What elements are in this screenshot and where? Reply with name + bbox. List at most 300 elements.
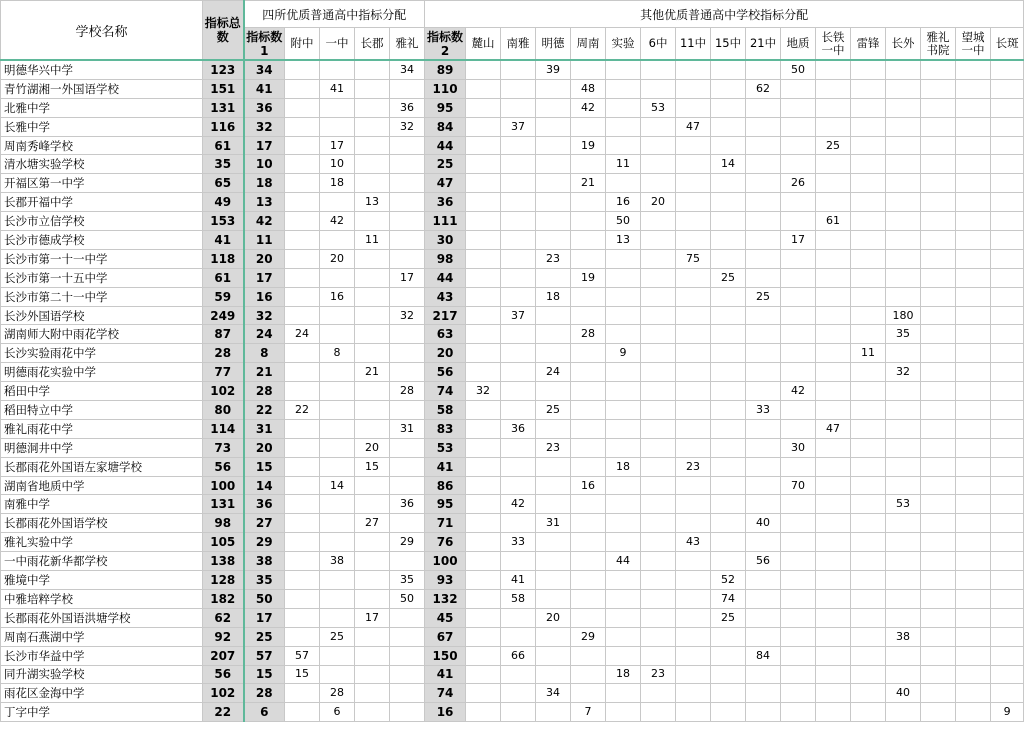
group2-cell — [781, 193, 816, 212]
group2-cell: 21 — [571, 174, 606, 193]
group2-cell — [921, 533, 956, 552]
group2-cell — [991, 646, 1024, 665]
school-name-cell: 湖南师大附中雨花学校 — [1, 325, 203, 344]
group2-cell — [851, 438, 886, 457]
group2-cell — [781, 495, 816, 514]
school-name-cell: 长沙市立信学校 — [1, 212, 203, 231]
group1-cell — [355, 646, 390, 665]
group2-cell — [851, 268, 886, 287]
group1-col-header: 附中 — [285, 28, 320, 61]
group2-cell — [781, 117, 816, 136]
group2-cell — [711, 60, 746, 79]
group1-cell: 57 — [285, 646, 320, 665]
group1-cell — [285, 79, 320, 98]
group2-cell — [851, 155, 886, 174]
group2-cell — [641, 344, 676, 363]
group2-cell — [956, 344, 991, 363]
group2-cell — [991, 231, 1024, 250]
group1-cell: 10 — [320, 155, 355, 174]
group2-col-header: 望城一中 — [956, 28, 991, 61]
group2-col-header: 11中 — [676, 28, 711, 61]
total-cell: 207 — [203, 646, 244, 665]
group2-cell — [956, 268, 991, 287]
group1-cell — [390, 684, 425, 703]
group2-cell — [991, 363, 1024, 382]
group2-cell — [991, 608, 1024, 627]
group2-cell — [711, 665, 746, 684]
group1-cell — [390, 457, 425, 476]
group2-cell — [711, 136, 746, 155]
group2-cell — [676, 476, 711, 495]
quota2-cell: 67 — [425, 627, 466, 646]
group2-col-header: 明德 — [536, 28, 571, 61]
group2-cell — [466, 155, 501, 174]
group2-cell — [676, 608, 711, 627]
group2-cell — [921, 703, 956, 722]
group1-cell: 50 — [390, 589, 425, 608]
group1-cell: 21 — [355, 363, 390, 382]
group1-cell — [320, 98, 355, 117]
group1-cell — [390, 703, 425, 722]
group2-cell — [816, 344, 851, 363]
group2-cell — [851, 117, 886, 136]
group1-cell — [355, 268, 390, 287]
total-cell: 65 — [203, 174, 244, 193]
table-row — [1, 589, 1024, 608]
quota1-cell: 42 — [244, 212, 285, 231]
group2-cell — [501, 457, 536, 476]
group2-cell: 13 — [606, 231, 641, 250]
group2-cell — [991, 382, 1024, 401]
group2-cell: 17 — [781, 231, 816, 250]
quota2-cell: 20 — [425, 344, 466, 363]
total-cell: 61 — [203, 268, 244, 287]
table-row — [1, 665, 1024, 684]
group2-cell: 42 — [571, 98, 606, 117]
group2-cell: 19 — [571, 268, 606, 287]
group2-cell — [746, 193, 781, 212]
group2-cell: 16 — [571, 476, 606, 495]
group2-cell: 39 — [536, 60, 571, 79]
group2-cell — [641, 457, 676, 476]
group2-cell — [816, 382, 851, 401]
group2-cell — [606, 476, 641, 495]
quota1-cell: 6 — [244, 703, 285, 722]
group2-cell — [571, 589, 606, 608]
group2-cell — [571, 533, 606, 552]
quota2-cell: 100 — [425, 552, 466, 571]
group2-cell — [991, 419, 1024, 438]
group2-cell — [606, 60, 641, 79]
group2-cell — [921, 325, 956, 344]
group2-cell — [746, 382, 781, 401]
quota2-cell: 36 — [425, 193, 466, 212]
quota1-cell: 17 — [244, 136, 285, 155]
group2-cell — [606, 268, 641, 287]
group2-cell — [571, 306, 606, 325]
group2-cell — [711, 627, 746, 646]
group2-cell — [816, 571, 851, 590]
group2-cell — [641, 136, 676, 155]
group2-cell — [956, 193, 991, 212]
group2-cell — [606, 98, 641, 117]
school-name-cell: 长沙外国语学校 — [1, 306, 203, 325]
quota2-cell: 217 — [425, 306, 466, 325]
group1-cell — [390, 193, 425, 212]
group2-cell — [816, 438, 851, 457]
group2-cell — [676, 627, 711, 646]
table-row — [1, 382, 1024, 401]
group2-cell — [676, 382, 711, 401]
group2-cell — [466, 325, 501, 344]
group1-cell — [285, 703, 320, 722]
school-name-cell: 长雅中学 — [1, 117, 203, 136]
table-row — [1, 571, 1024, 590]
quota1-cell: 11 — [244, 231, 285, 250]
school-name-cell: 稻田中学 — [1, 382, 203, 401]
group2-cell — [536, 703, 571, 722]
quota1-cell: 32 — [244, 117, 285, 136]
quota1-cell: 32 — [244, 306, 285, 325]
group2-cell — [921, 571, 956, 590]
table-row — [1, 136, 1024, 155]
group1-cell — [355, 79, 390, 98]
group2-cell — [886, 174, 921, 193]
group2-cell — [886, 646, 921, 665]
group2-cell — [641, 212, 676, 231]
total-cell: 41 — [203, 231, 244, 250]
group2-cell — [991, 495, 1024, 514]
group2-cell — [746, 306, 781, 325]
table-row — [1, 249, 1024, 268]
group2-cell — [676, 495, 711, 514]
group2-col-header: 15中 — [711, 28, 746, 61]
group2-cell — [886, 249, 921, 268]
group2-cell — [536, 155, 571, 174]
total-cell: 100 — [203, 476, 244, 495]
group2-cell — [536, 457, 571, 476]
group2-cell — [991, 552, 1024, 571]
group2-cell — [991, 665, 1024, 684]
group2-cell — [816, 155, 851, 174]
table-row — [1, 363, 1024, 382]
group2-cell — [816, 287, 851, 306]
total-cell: 114 — [203, 419, 244, 438]
group2-cell — [571, 193, 606, 212]
group2-cell: 32 — [466, 382, 501, 401]
group2-cell — [886, 401, 921, 420]
group2-cell — [956, 382, 991, 401]
group2-cell — [921, 627, 956, 646]
school-name-cell: 长沙市德成学校 — [1, 231, 203, 250]
group2-cell — [571, 117, 606, 136]
group2-cell — [991, 117, 1024, 136]
total-cell: 138 — [203, 552, 244, 571]
quota2-cell: 58 — [425, 401, 466, 420]
group2-cell: 29 — [571, 627, 606, 646]
group2-cell — [711, 363, 746, 382]
group2-cell: 18 — [606, 665, 641, 684]
group2-cell — [816, 193, 851, 212]
total-cell: 105 — [203, 533, 244, 552]
group2-cell — [606, 684, 641, 703]
quota2-cell: 89 — [425, 60, 466, 79]
table-row — [1, 457, 1024, 476]
group2-cell: 23 — [676, 457, 711, 476]
quota2-header: 指标数2 — [425, 28, 466, 61]
group2-cell — [711, 401, 746, 420]
group2-cell — [606, 363, 641, 382]
group1-cell — [285, 571, 320, 590]
group2-cell — [956, 419, 991, 438]
quota1-cell: 15 — [244, 457, 285, 476]
group2-cell — [711, 684, 746, 703]
group1-cell — [390, 608, 425, 627]
quota2-cell: 76 — [425, 533, 466, 552]
group2-cell — [676, 438, 711, 457]
group2-cell — [991, 457, 1024, 476]
group2-cell — [921, 60, 956, 79]
group2-cell — [501, 193, 536, 212]
group2-cell — [886, 552, 921, 571]
table-body — [1, 60, 1024, 722]
table-row — [1, 212, 1024, 231]
group1-cell — [355, 552, 390, 571]
group2-cell — [711, 382, 746, 401]
group1-cell — [285, 193, 320, 212]
group1-cell — [320, 60, 355, 79]
group1-cell — [285, 60, 320, 79]
quota2-cell: 95 — [425, 495, 466, 514]
group2-cell — [501, 287, 536, 306]
group2-cell — [571, 665, 606, 684]
group1-cell — [285, 212, 320, 231]
quota1-cell: 29 — [244, 533, 285, 552]
group2-cell — [746, 533, 781, 552]
group2-cell — [466, 457, 501, 476]
group1-cell — [355, 401, 390, 420]
group2-cell — [676, 231, 711, 250]
total-cell: 98 — [203, 514, 244, 533]
table-row — [1, 438, 1024, 457]
group2-cell — [571, 552, 606, 571]
group2-cell — [711, 117, 746, 136]
total-cell: 153 — [203, 212, 244, 231]
group2-cell — [991, 401, 1024, 420]
group2-cell — [921, 646, 956, 665]
group2-cell — [956, 155, 991, 174]
group2-cell — [711, 212, 746, 231]
group2-cell — [781, 684, 816, 703]
group2-cell — [816, 457, 851, 476]
group2-cell — [676, 155, 711, 174]
group1-col-header: 一中 — [320, 28, 355, 61]
group2-cell: 44 — [606, 552, 641, 571]
group2-cell — [851, 646, 886, 665]
group2-cell — [536, 589, 571, 608]
group1-cell — [320, 325, 355, 344]
group2-cell: 30 — [781, 438, 816, 457]
group2-cell — [711, 98, 746, 117]
group2-cell: 20 — [536, 608, 571, 627]
group2-cell — [536, 552, 571, 571]
group2-cell — [886, 438, 921, 457]
total-cell: 62 — [203, 608, 244, 627]
group2-cell — [641, 533, 676, 552]
group1-cell: 29 — [390, 533, 425, 552]
group2-cell — [466, 249, 501, 268]
group1-cell: 11 — [355, 231, 390, 250]
group1-cell — [390, 476, 425, 495]
group2-cell: 56 — [746, 552, 781, 571]
group2-cell — [571, 231, 606, 250]
group2-cell — [676, 419, 711, 438]
group2-cell — [816, 306, 851, 325]
group1-cell: 15 — [355, 457, 390, 476]
school-name-cell: 湖南省地质中学 — [1, 476, 203, 495]
group2-cell — [851, 589, 886, 608]
group2-cell — [571, 287, 606, 306]
group2-cell — [921, 136, 956, 155]
quota2-cell: 53 — [425, 438, 466, 457]
quota1-cell: 50 — [244, 589, 285, 608]
group2-cell — [746, 684, 781, 703]
group2-cell — [746, 136, 781, 155]
table-row — [1, 419, 1024, 438]
group2-cell — [466, 495, 501, 514]
group2-cell — [466, 117, 501, 136]
group2-cell — [921, 589, 956, 608]
school-name-cell: 雅礼雨花中学 — [1, 419, 203, 438]
school-name-cell: 中雅培粹学校 — [1, 589, 203, 608]
group2-cell — [851, 98, 886, 117]
group2-cell — [851, 174, 886, 193]
group1-cell — [355, 419, 390, 438]
total-cell: 123 — [203, 60, 244, 79]
group2-cell — [536, 476, 571, 495]
group2-cell — [886, 98, 921, 117]
group2-cell — [571, 646, 606, 665]
group2-cell — [851, 306, 886, 325]
quota1-cell: 41 — [244, 79, 285, 98]
group2-header: 其他优质普通高中学校指标分配 — [425, 1, 1024, 28]
group2-cell — [571, 363, 606, 382]
group1-cell — [355, 155, 390, 174]
group2-cell — [641, 646, 676, 665]
group1-cell — [355, 325, 390, 344]
group1-cell: 38 — [320, 552, 355, 571]
group2-cell — [886, 60, 921, 79]
quota1-cell: 8 — [244, 344, 285, 363]
group2-cell — [606, 382, 641, 401]
group2-cell — [921, 117, 956, 136]
group2-cell — [921, 98, 956, 117]
quota2-cell: 86 — [425, 476, 466, 495]
group2-cell — [501, 703, 536, 722]
quota2-cell: 44 — [425, 268, 466, 287]
school-name-cell: 周南石燕湖中学 — [1, 627, 203, 646]
group1-cell — [390, 344, 425, 363]
group2-cell — [501, 401, 536, 420]
total-cell: 131 — [203, 98, 244, 117]
group2-cell — [816, 401, 851, 420]
group2-cell — [886, 231, 921, 250]
total-cell: 249 — [203, 306, 244, 325]
group2-cell — [501, 363, 536, 382]
quota1-cell: 14 — [244, 476, 285, 495]
table-row — [1, 684, 1024, 703]
group2-cell — [641, 571, 676, 590]
group1-cell — [285, 363, 320, 382]
group2-cell: 20 — [641, 193, 676, 212]
group2-cell — [641, 476, 676, 495]
group1-cell — [355, 627, 390, 646]
table-row — [1, 268, 1024, 287]
group2-cell — [641, 306, 676, 325]
group2-cell — [921, 193, 956, 212]
group2-cell: 47 — [816, 419, 851, 438]
group1-cell — [390, 627, 425, 646]
group2-col-header: 6中 — [641, 28, 676, 61]
quota1-cell: 20 — [244, 438, 285, 457]
group2-cell — [851, 476, 886, 495]
table-row — [1, 552, 1024, 571]
group2-cell — [956, 60, 991, 79]
group2-cell — [781, 155, 816, 174]
group1-cell — [320, 401, 355, 420]
group1-cell — [355, 703, 390, 722]
group2-cell — [466, 60, 501, 79]
group2-cell — [711, 457, 746, 476]
group2-cell — [676, 665, 711, 684]
group2-cell — [606, 401, 641, 420]
group2-cell — [991, 514, 1024, 533]
group2-cell — [676, 514, 711, 533]
group1-cell — [390, 646, 425, 665]
group2-cell — [606, 79, 641, 98]
group2-cell: 28 — [571, 325, 606, 344]
group2-cell — [501, 476, 536, 495]
group1-cell — [390, 552, 425, 571]
group2-cell — [571, 344, 606, 363]
group2-cell — [676, 174, 711, 193]
group2-cell — [956, 457, 991, 476]
school-name-cell: 明德华兴中学 — [1, 60, 203, 79]
group1-cell — [320, 231, 355, 250]
group2-cell — [921, 287, 956, 306]
group2-cell — [886, 608, 921, 627]
group2-cell — [816, 231, 851, 250]
group2-cell — [536, 117, 571, 136]
group2-cell — [956, 476, 991, 495]
quota1-cell: 28 — [244, 684, 285, 703]
group1-cell — [355, 174, 390, 193]
group2-cell: 37 — [501, 306, 536, 325]
group1-cell: 31 — [390, 419, 425, 438]
table-row — [1, 608, 1024, 627]
group1-cell — [285, 155, 320, 174]
school-name-cell: 稻田特立中学 — [1, 401, 203, 420]
group2-cell: 25 — [711, 268, 746, 287]
group1-cell — [285, 174, 320, 193]
group2-cell — [501, 438, 536, 457]
group2-cell — [886, 79, 921, 98]
group1-cell — [285, 627, 320, 646]
group2-cell — [781, 646, 816, 665]
group2-cell — [501, 344, 536, 363]
total-cell: 28 — [203, 344, 244, 363]
group2-cell — [956, 231, 991, 250]
